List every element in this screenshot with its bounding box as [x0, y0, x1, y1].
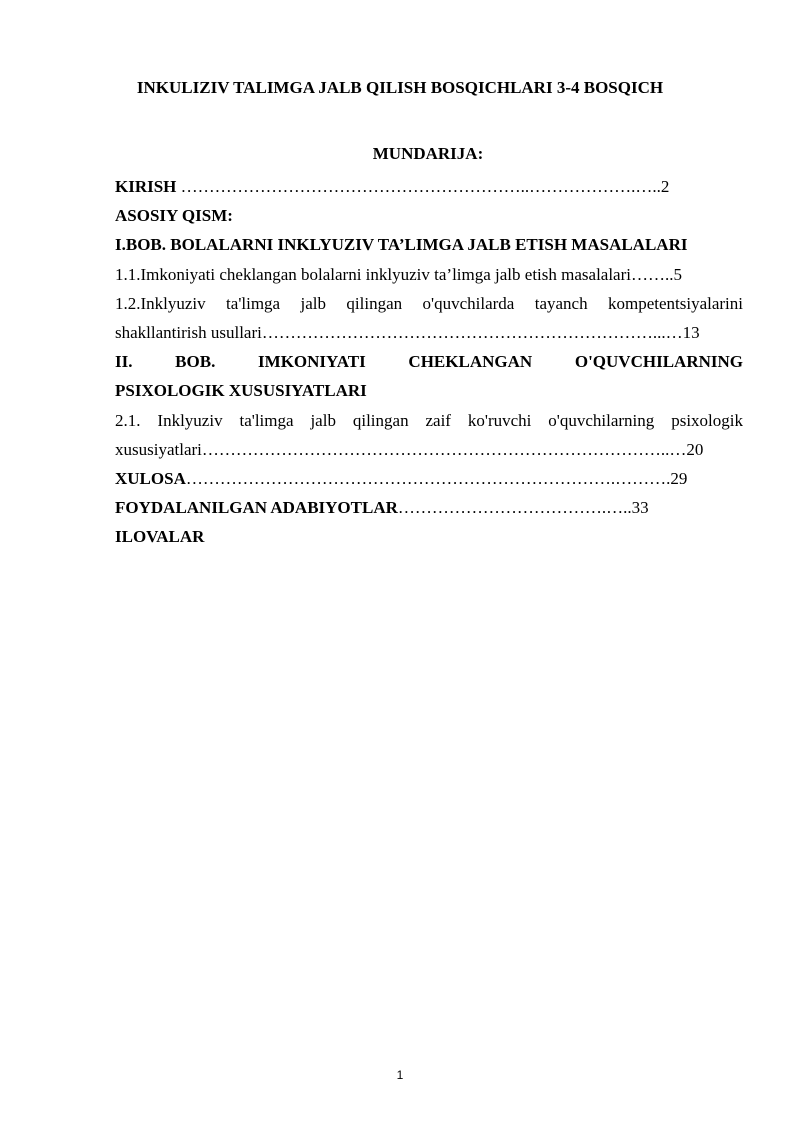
- toc-entry-section-2-1-line-1: 2.1. Inklyuziv ta'limga jalb qilingan zaif ko'ruvchi o'quvchilarning psixologik: [115, 410, 743, 430]
- toc-page-number: 2: [660, 177, 670, 196]
- table-of-contents: [115, 172, 743, 551]
- toc-page-number: 13: [682, 322, 700, 342]
- toc-page-number: 20: [686, 439, 704, 459]
- toc-entry-label: 1.1.Imkoniyati cheklangan bolalarni inklyuziv ta’limga jalb etish masalalari: [115, 264, 631, 284]
- toc-entry-label: shakllantirish usullari: [115, 322, 262, 342]
- document-title: INKULIZIV TALIMGA JALB QILISH BOSQICHLARI 3-4 BOSQICH: [136, 78, 664, 97]
- toc-leader-dots: ……..: [631, 264, 674, 284]
- toc-entry-label: XULOSA: [115, 468, 186, 488]
- toc-entry-chapter-2-line-2: PSIXOLOGIK XUSUSIYATLARI: [115, 381, 367, 401]
- toc-entry-section-1-1: [115, 260, 743, 289]
- toc-leader-dots: ………………………………………………………………………..…: [201, 439, 687, 459]
- toc-entry-adabiyotlar: [115, 493, 743, 522]
- toc-page-number: 5: [673, 264, 682, 284]
- toc-heading: MUNDARIJA:: [372, 144, 484, 163]
- toc-entry-label: xususiyatlari: [115, 439, 202, 459]
- toc-entry-xulosa: [115, 464, 743, 493]
- toc-page-number: 29: [670, 468, 688, 488]
- toc-entry-section-1-2-line-2: [115, 318, 743, 347]
- toc-leader-dots: ……………………………….…..: [397, 498, 632, 518]
- toc-page-number: 33: [631, 498, 649, 518]
- toc-entry-kirish: [115, 172, 743, 201]
- toc-leader-dots: ………………………………………………………………….……….: [185, 468, 671, 488]
- page-number: 1: [396, 1068, 404, 1082]
- toc-entry-asosiy-qism: ASOSIY QISM:: [115, 206, 233, 226]
- toc-entry-ilovalar: ILOVALAR: [115, 527, 205, 547]
- toc-entry-label: KIRISH: [115, 177, 177, 196]
- toc-leader-dots: ……………………………………………………..……………….…..: [176, 177, 661, 196]
- toc-entry-chapter-2-line-1: II. BOB. IMKONIYATI CHEKLANGAN O'QUVCHILARNING: [115, 352, 743, 372]
- toc-entry-chapter-1: I.BOB. BOLALARNI INKLYUZIV TA’LIMGA JALB ETISH MASALALARI: [115, 235, 688, 255]
- toc-leader-dots: ……………………………………………………………...…: [261, 322, 683, 342]
- toc-entry-section-1-2-line-1: 1.2.Inklyuziv ta'limga jalb qilingan o'quvchilarda tayanch kompetentsiyalarini: [115, 293, 743, 313]
- toc-entry-section-2-1-line-2: [115, 435, 743, 464]
- toc-entry-label: FOYDALANILGAN ADABIYOTLAR: [115, 498, 398, 518]
